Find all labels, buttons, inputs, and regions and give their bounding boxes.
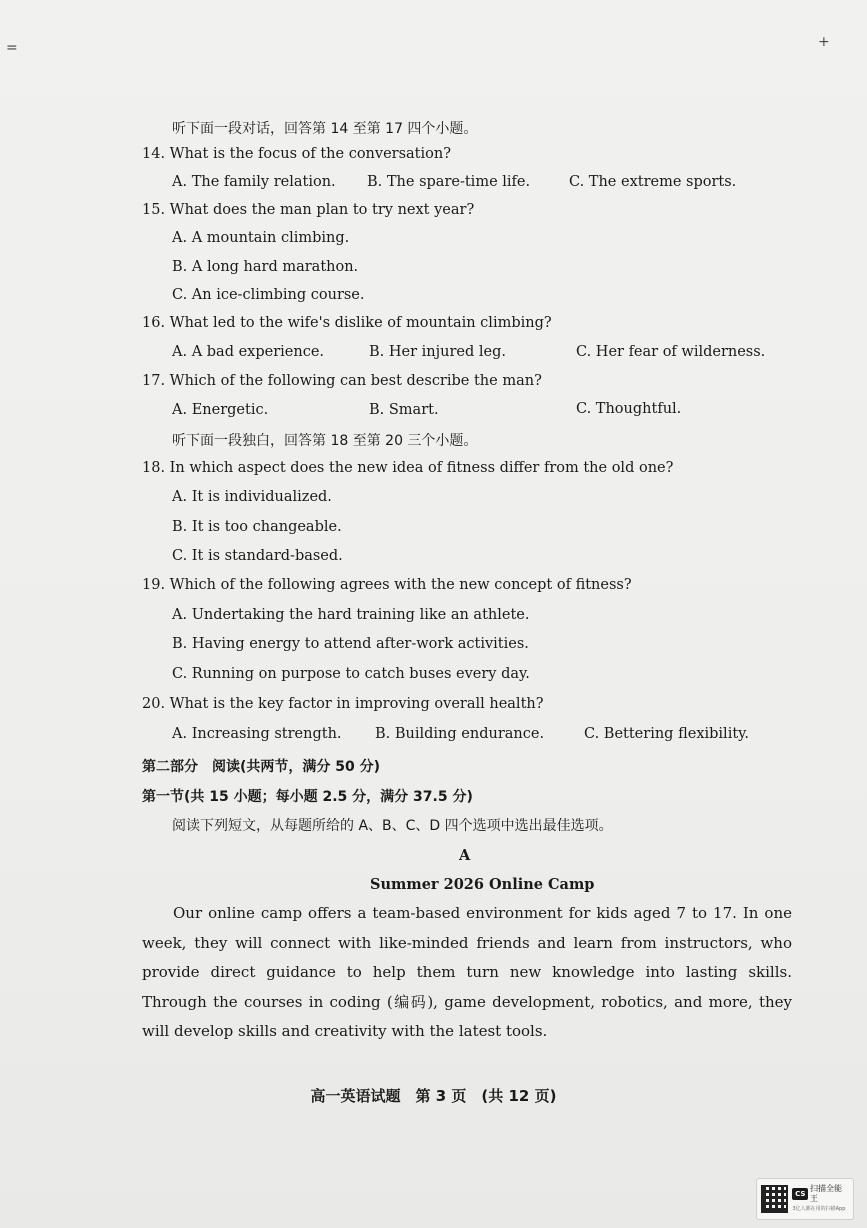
question-16-stem: 16. What led to the wife's dislike of mountain climbing? <box>142 315 552 331</box>
question-18-option-c: C. It is standard-based. <box>172 548 343 564</box>
part2-title: 第二部分 阅读(共两节，满分 50 分) <box>142 759 381 775</box>
question-19-stem: 19. Which of the following agrees with the new concept of fitness? <box>142 577 632 593</box>
question-16-option-c: C. Her fear of wilderness. <box>576 344 766 360</box>
question-19-option-a: A. Undertaking the hard training like an athlete. <box>172 607 530 623</box>
scanner-watermark <box>756 1178 854 1220</box>
question-14-option-b: B. The spare-time life. <box>367 174 531 190</box>
scanner-subtitle: 3亿人都在用的扫描App <box>792 1206 846 1212</box>
passage-body: Our online camp offers a team-based environment for kids aged 7 to 17. In one week, they will connect with like-minded friends and learn from instructors, who provide direct guidance to help them turn new knowledge into lasting skills. Through the courses in coding (编码), game development, robotics, and more, they will develop skills and creativity with the latest tools. <box>142 904 792 1040</box>
question-15-option-b: B. A long hard marathon. <box>172 259 359 275</box>
question-17-option-c: C. Thoughtful. <box>576 401 682 417</box>
question-15-option-c: C. An ice-climbing course. <box>172 287 365 303</box>
question-14-stem: 14. What is the focus of the conversation? <box>142 146 451 162</box>
reading-instruction: 阅读下列短文，从每题所给的 A、B、C、D 四个选项中选出最佳选项。 <box>172 818 613 834</box>
question-18-option-a: A. It is individualized. <box>172 489 332 505</box>
question-17-option-a: A. Energetic. <box>172 402 269 418</box>
question-14-option-c: C. The extreme sports. <box>569 174 737 190</box>
question-17-option-b: B. Smart. <box>369 402 439 418</box>
listening-instruction-14-17: 听下面一段对话，回答第 14 至第 17 四个小题。 <box>172 121 478 137</box>
scanner-name: 扫描全能王 <box>810 1184 843 1203</box>
question-20-option-b: B. Building endurance. <box>375 726 545 742</box>
part2-section-title: 第一节(共 15 小题；每小题 2.5 分，满分 37.5 分) <box>142 789 473 805</box>
passage-letter: A <box>459 847 471 864</box>
question-16-option-a: A. A bad experience. <box>172 344 325 360</box>
question-18-option-b: B. It is too changeable. <box>172 519 342 535</box>
question-19-option-c: C. Running on purpose to catch buses every day. <box>172 666 530 682</box>
question-15-option-a: A. A mountain climbing. <box>172 230 350 246</box>
question-14-option-a: A. The family relation. <box>172 174 336 190</box>
question-20-option-c: C. Bettering flexibility. <box>584 726 750 742</box>
qr-code-icon <box>761 1185 788 1213</box>
question-19-option-b: B. Having energy to attend after-work activities. <box>172 636 529 652</box>
question-20-stem: 20. What is the key factor in improving overall health? <box>142 696 544 712</box>
question-20-option-a: A. Increasing strength. <box>172 726 342 742</box>
listening-instruction-18-20: 听下面一段独白，回答第 18 至第 20 三个小题。 <box>172 433 478 449</box>
corner-mark-left: = <box>6 40 18 56</box>
passage-title: Summer 2026 Online Camp <box>370 876 595 893</box>
corner-mark-right: + <box>818 34 830 50</box>
question-17-stem: 17. Which of the following can best describe the man? <box>142 373 542 389</box>
question-15-stem: 15. What does the man plan to try next year? <box>142 202 475 218</box>
question-16-option-b: B. Her injured leg. <box>369 344 506 360</box>
question-18-stem: 18. In which aspect does the new idea of fitness differ from the old one? <box>142 460 674 476</box>
cs-logo: CS <box>792 1188 808 1200</box>
page-footer: 高一英语试题 第 3 页 (共 12 页) <box>310 1087 557 1105</box>
